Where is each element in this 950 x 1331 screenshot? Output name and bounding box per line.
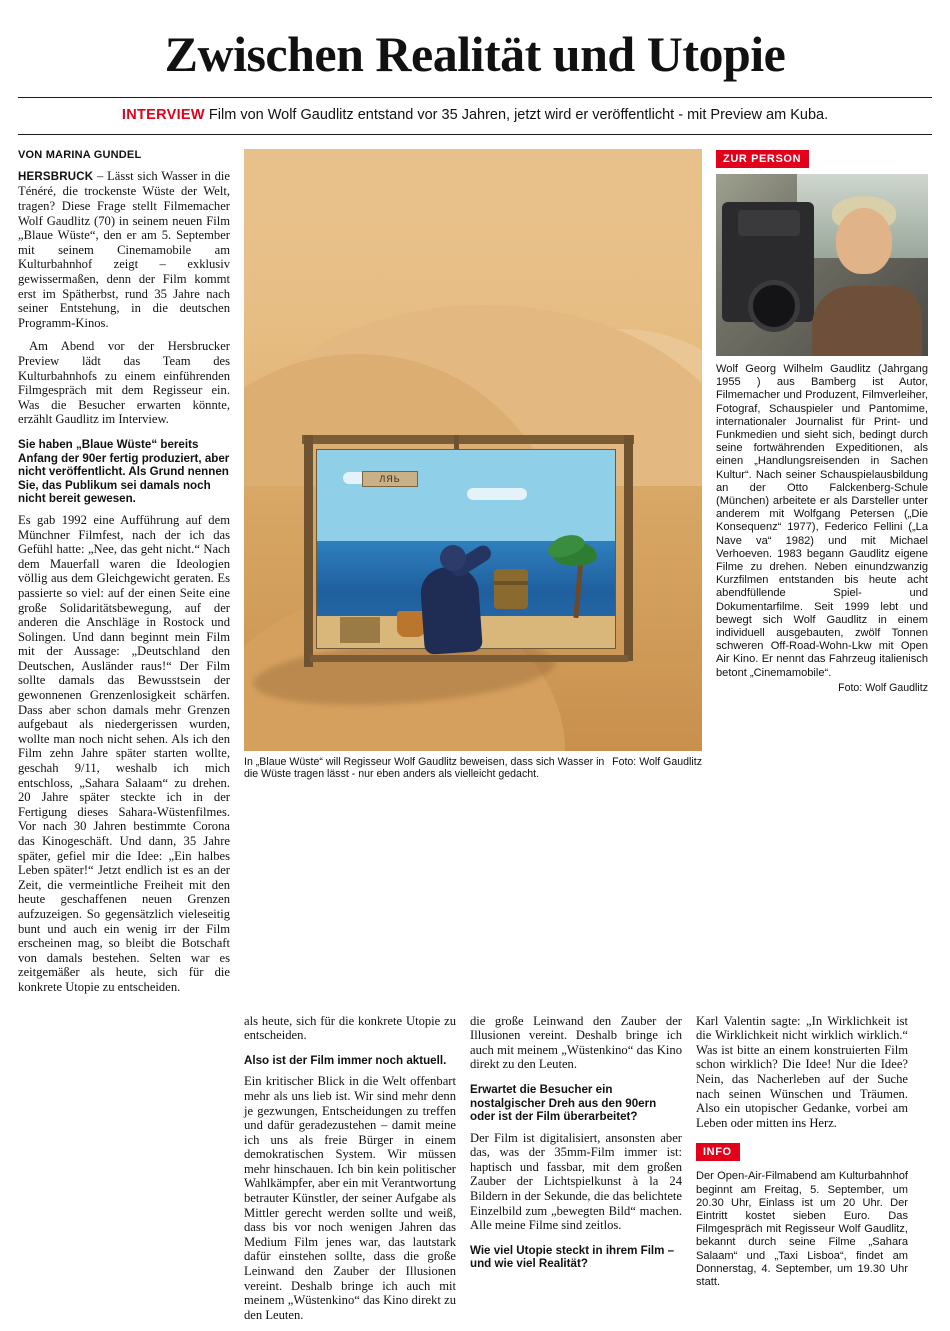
kicker-tag: INTERVIEW xyxy=(121,106,205,123)
column-left xyxy=(18,149,230,1004)
photo-post-left xyxy=(304,435,313,667)
lead-city: HERSBRUCK xyxy=(18,170,94,183)
info-text: Der Open-Air-Filmabend am Kulturbahnhof beginnt am Freitag, 5. September, um 20.30 Uhr, Einlass ist um 20 Uhr. Der Eintritt kostet sieben Euro. Das Filmgespräch mit Regisseur Wolf Gaudlitz, bekannt durch seine Filme „Sahara Salaam“ und „Taxi Lisboa“, findet am Donnerstag, 4. September, um 19.30 Uhr statt. xyxy=(696,1170,908,1288)
question-1: Sie haben „Blaue Wüste“ bereits Anfang der 90er fertig produziert, aber nicht veröffentlicht. Als Grund nennen Sie, das Publikum sei damals noch nicht bereit gewesen. xyxy=(18,437,230,506)
column-middle xyxy=(244,149,702,781)
photo-figure-body xyxy=(419,565,483,655)
photo-bucket xyxy=(397,611,425,637)
question-3: Erwartet die Besucher ein nostalgischer Dreh aus den 90ern oder ist der Film überarbeitet? xyxy=(470,1082,657,1124)
info-label: INFO xyxy=(696,1143,740,1161)
photo-post-right xyxy=(624,435,633,661)
lead-rest: Lässt sich Wasser in die Ténéré, die trockenste Wüste der Welt, tragen? Diese Frage stellt Filmemacher Wolf Gaudlitz (70) in seinem neuen Film „Blaue Wüste“, den er am 5. September mit seinem Cinemamobile am Kulturbahnhof zeigt – exklusiv gewissermaßen, denn der Film kommt erst im Spätherbst, rund 35 Jahre nach seiner Entstehung, in die deutschen Programm-Kinos. xyxy=(18,168,230,330)
photo-sign: ЛЯЬ xyxy=(362,471,418,487)
lower-grid xyxy=(18,1014,932,1331)
question-4: Wie viel Utopie steckt in ihrem Film – und wie viel Realität? xyxy=(470,1243,675,1271)
kicker-body: Film von Wolf Gaudlitz entstand vor 35 Jahren, jetzt wird er veröffentlicht - mit Preview am Kuba. xyxy=(208,106,829,123)
photo-palm-trunk xyxy=(573,558,583,618)
column-right xyxy=(716,149,928,695)
page-title: Zwischen Realität und Utopie xyxy=(164,26,786,82)
photo-beam-top xyxy=(302,435,634,444)
camera-top-part xyxy=(738,210,800,236)
photo-caption-text: In „Blaue Wüste“ will Regisseur Wolf Gaudlitz beweisen, dass sich Wasser in die Wüste tragen lässt - nur eben anders als vielleicht gedacht. xyxy=(244,755,605,781)
kicker-bar xyxy=(18,97,932,135)
lower-column-2 xyxy=(244,1014,456,1331)
question-2: Also ist der Film immer noch aktuell. xyxy=(244,1053,447,1067)
byline: VON MARINA GUNDEL xyxy=(18,148,142,161)
portrait-credit: Foto: Wolf Gaudlitz xyxy=(838,681,928,694)
portrait-shirt xyxy=(812,286,922,356)
answer-2-continued: die große Leinwand den Zauber der Illusionen vereint. Deshalb bringe ich auch mit meinem „Wüstenkino“ das Kino direkt zu den Leuten. xyxy=(470,1013,682,1072)
photo-crates xyxy=(340,617,380,643)
camera-lens xyxy=(748,280,800,332)
photo-barrel xyxy=(494,569,528,609)
paragraph-2: Am Abend vor der Hersbrucker Preview lädt das Team des Kulturbahnhofs zu einem einführenden Filmgespräch mit dem Regisseur ein. Was die Besucher erwarten könnte, erzählt Gaudlitz im Interview. xyxy=(18,339,230,427)
portrait-photo xyxy=(716,174,928,356)
top-grid xyxy=(18,149,932,1004)
photo-cloud-2 xyxy=(467,488,527,500)
answer-1: Es gab 1992 eine Aufführung auf dem Münchner Filmfest, nach der ich das Gefühl hatte: „Nee, das geht nicht.“ Nach dem Mauerfall waren die Ideologien völlig aus dem Gleichgewicht geraten. Es passierte so viel: auf der einen Seite eine große Solidaritätsbewegung, auf der anderen die Anschläge in Rostock und Solingen. Und dann beginnt mein Film mit der Aussage: „Deutschland den Deutschen, Ausländer raus!“ Der Film sollte damals das Bewusstsein der gewonnenen Grenzenlosigkeit schärfen. Dass aber schon damals mehr Grenzen aufgebaut als niedergerissen wurden, wollte man noch nicht sehen. Als ich den Film zehn Jahre später starten wollte, geschah 9/11, weshalb ich mich entschloss, „Sahara Salaam“ zu drehen. 20 Jahre später steckte ich in der Fertigung dieses Sahara-Wüstenfilmes. Vor nach 30 Jahren bestimmte Corona das Kinogeschäft. Und dann, 35 Jahre später, gefiel mir die Idee: „Ein halbes Leben später!“ Jetzt endlich ist es an der Zeit, die vermeintliche Freiheit mit den heute geschaffenen neuen Grenzen aufzuzeigen. So gegensätzlich vieleseitig bunt und auch ein wenig irr der Film erscheinen mag, so bleibt die Botschaft von damals bestehen. Selten war es zeitgemäßer als heute, sich für die konkrete Utopie zu entscheiden. xyxy=(18,512,230,994)
photo-credit: Foto: Wolf Gaudlitz xyxy=(612,755,702,768)
zur-person-label: ZUR PERSON xyxy=(716,150,809,168)
film-camera-icon xyxy=(722,202,814,322)
lead-dash: – xyxy=(93,168,108,183)
answer-2: Ein kritischer Blick in die Welt offenbart mehr als uns lieb ist. Wir sind mehr denn je gezwungen, Entscheidungen zu treffen und dafür geradezustehen – damit meine ich uns als freie Bürger in einem demokratischen System. Wir müssen mehr hinschauen. Ich bin kein politischer Wahlkämpfer, aber ein mit Verantwortung betrauter Künstler, der seiner Aufgabe als Mittler gerecht werden sollte und weiß, dass bis vor noch wenigen Jahren das Medium Film jenes war, das lautstark dafür einstehen sollte, dass die große Leinwand den Zauber der Illusionen vereint. Deshalb bringe ich auch mit meinem „Wüstenkino“ das Kino direkt zu den Leuten. xyxy=(244,1074,456,1322)
photo-caption xyxy=(244,756,702,781)
answer-3: Der Film ist digitalisiert, ansonsten aber das, was der 35mm-Film immer ist: haptisch und fassbar, mit dem großen Zauber der Lichtspielkunst à la 24 Bildern in der Sekunde, die das belichtete Einzelbild zum „bewegten Bild“ machen. Alle meine Filme sind zeitlos. xyxy=(470,1130,682,1233)
photo-beam-bottom xyxy=(310,655,628,662)
answer-4: Karl Valentin sagte: „In Wirklichkeit ist die Wirklichkeit nicht wirklich wirklich.“ Was ist bitte an einem konstruierten Film schon wirklich? Die Idee! Nur die Idee? Nein, das Nacherleben auf der Suche nach seinen Wünschen und Träumen. Also ein utopischer Gedanke, vorbei am Leben oder mitten ins Herz. xyxy=(696,1013,908,1130)
lead-paragraph xyxy=(18,169,230,331)
photo-figure-head xyxy=(440,545,466,571)
portrait-face xyxy=(836,208,892,274)
main-photo xyxy=(244,149,702,751)
lower-column-4 xyxy=(696,1014,908,1290)
kicker-text xyxy=(18,107,932,124)
zur-person-text: Wolf Georg Wilhelm Gaudlitz (Jahrgang 1955 ) aus Bamberg ist Autor, Filmemacher und Produzent, Filmverleiher, Fotograf, Schauspieler und Pantomime, internationaler Journalist für Print- und Funkmedien und sieht sich, bedingt durch seine fortwährenden Expeditionen, als einen „Handlungsreisenden in Sachen Kultur“. Nach seiner Schauspielausbildung an der Otto Falckenberg-Schule (München) arbeitete er als Darsteller unter anderem mit Wolfgang Petersen („Die Konsequenz“ 1977), Federico Fellini („La Nave va“ 1982) und mit Michael Verhoeven. 1983 begann Gaudlitz eigene Filme zu drehen. Neben einundzwanzig Kurzfilmen entstanden bis heute acht abendfüllende Spiel- und Dokumentarfilme. Seit 1999 lebt und bewegt sich Wolf Gaudlitz in einem individuell ausgebauten, zwölf Tonnen schweren Off-Road-Wohn-Lkw mit Open Air Kino. Er nennt das Fahrzeug italienisch betont „Cinemamobile“. xyxy=(716,362,928,679)
answer-1-continued: als heute, sich für die konkrete Utopie zu entscheiden. xyxy=(244,1013,456,1043)
lower-column-3 xyxy=(470,1014,682,1279)
